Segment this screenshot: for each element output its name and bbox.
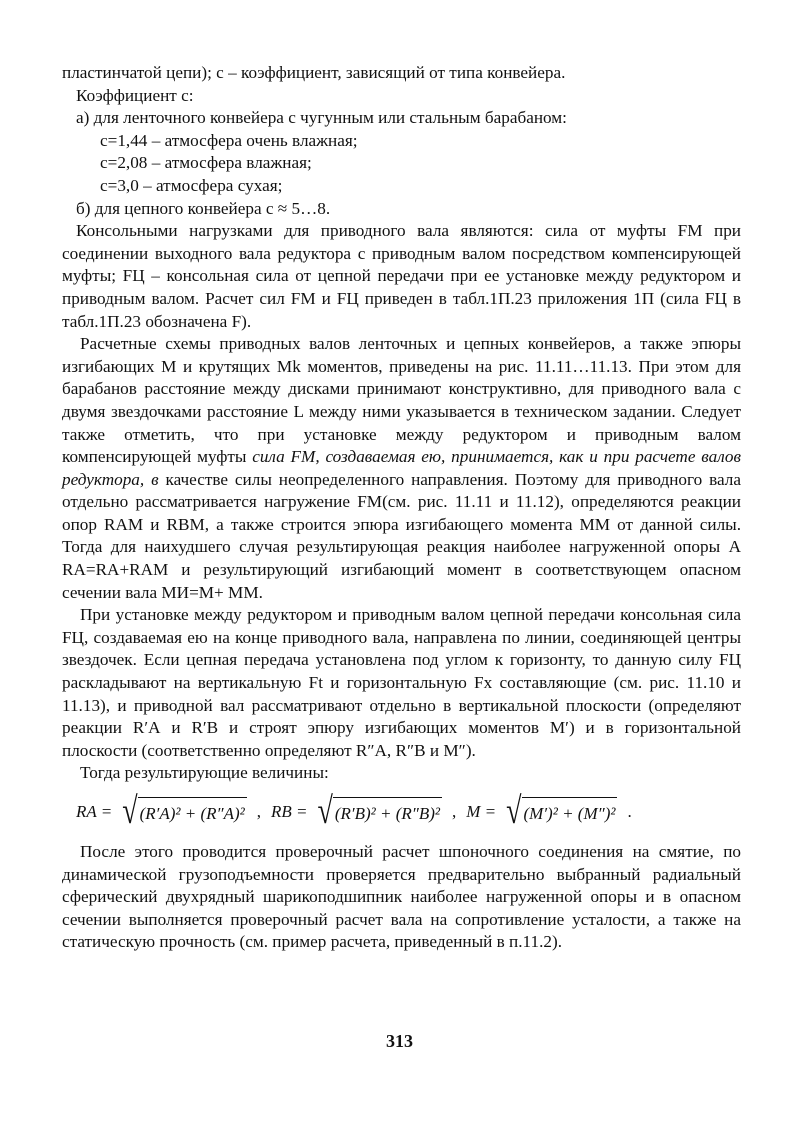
formula-m-lhs: M = (466, 801, 497, 821)
subheading: Коэффициент c: (76, 85, 194, 105)
formula-ra-lhs: RA = (76, 801, 113, 821)
radical-m (506, 790, 617, 833)
paragraph: Тогда результирующие величины: (80, 763, 329, 783)
formula-separator: , (256, 801, 261, 821)
page-number: 313 (386, 1031, 413, 1051)
sqrt-icon: √ (506, 790, 522, 833)
paragraph-text: Расчетные схемы приводных валов ленточных и цепных конвейеров, а также эпюры изгибающих M и крутящих Mk моментов, приведены на рис. 11.11…11.13. При этом для барабанов расстояние между дисками принимают конструктивно, для приводного вала с двумя звездочками расстояние L между ними указывается в техническом задании. Следует также отметить, что при установке между редуктором и приводным валом компенсирующей муфты (62, 334, 741, 467)
list-subitem: c=3,0 – атмосфера сухая; (100, 175, 283, 195)
list-subitem: c=2,08 – атмосфера влажная; (100, 153, 312, 173)
list-item: б) для цепного конвейера c ≈ 5…8. (76, 198, 331, 218)
list-item: а) для ленточного конвейера с чугунным или стальным барабаном: (76, 108, 567, 128)
paragraph-italic-text: сила FМ, создаваемая ею, принимается, как и при расчете валов редуктора, в (62, 447, 741, 489)
list-subitem: c=1,44 – атмосфера очень влажная; (100, 130, 358, 150)
formula-rb-body: (R′B)² + (R″B)² (333, 797, 442, 827)
paragraph: После этого проводится проверочный расчет шпоночного соединения на смятие, по динамической грузоподъемности проверяется предварительно выбранный радиальный сферический двухрядный шарикоподшипник наиболее нагруженной опоры и в опасном сечении выполняется проверочный расчет вала на сопротивление усталости, а также на статическую прочность (см. пример расчета, приведенный в п.11.2). (62, 842, 741, 952)
paragraph-text: качестве силы неопределенного направления. Поэтому для приводного вала отдельно рассматривается нагружение FМ(см. рис. 11.11 и 11.12), определяются реакции опор RАМ и RВМ, а также строится эпюра изгибающего момента MМ от данной силы. Тогда для наихудшего случая результирующая реакция наиболее нагруженной опоры A RА=RА+RАМ и результирующий изгибающий момент в соответствующем опасном сечении вала MИ=M+ MМ. (62, 469, 741, 602)
formula-m-body: (M′)² + (M″)² (522, 797, 618, 827)
paragraph: При установке между редуктором и приводным валом цепной передачи консольная сила FЦ, создаваемая ею на конце приводного вала, направлена по линии, соединяющей центры звездочек. Если цепная передача установлена под углом к горизонту, то данную силу FЦ раскладывают на вертикальную Ft и горизонтальную Fx составляющие (см. рис. 11.10 и 11.13), и приводной вал рассматривают отдельно в вертикальной плоскости (определяют реакции R′А и R′В и строят эпюру изгибающих моментов M′) и в горизонтальной плоскости (соответственно определяют R″А, R″В и M″). (62, 605, 741, 760)
formula-separator: , (452, 801, 457, 821)
paragraph: Консольными нагрузками для приводного вала являются: сила от муфты FМ при соединении выходного вала редуктора с приводным валом посредством компенсирующей муфты; FЦ – консольная сила от цепной передачи при ее установке между редуктором и приводным валом. Расчет сил FМ и FЦ приведен в табл.1П.23 приложения 1П (сила FЦ в табл.1П.23 обозначена F). (62, 221, 741, 331)
formula-rb-lhs: RB = (270, 801, 308, 821)
paragraph (62, 333, 741, 604)
text-line: пластинчатой цепи); c – коэффициент, зависящий от типа конвейера. (62, 63, 566, 82)
formula-separator: . (627, 801, 632, 821)
radical-ra (122, 790, 247, 833)
sqrt-icon: √ (122, 790, 138, 833)
radical-rb (317, 790, 442, 833)
formula-ra-body: (R′A)² + (R″A)² (138, 797, 247, 827)
sqrt-icon: √ (317, 790, 333, 833)
formula-line (76, 789, 741, 835)
